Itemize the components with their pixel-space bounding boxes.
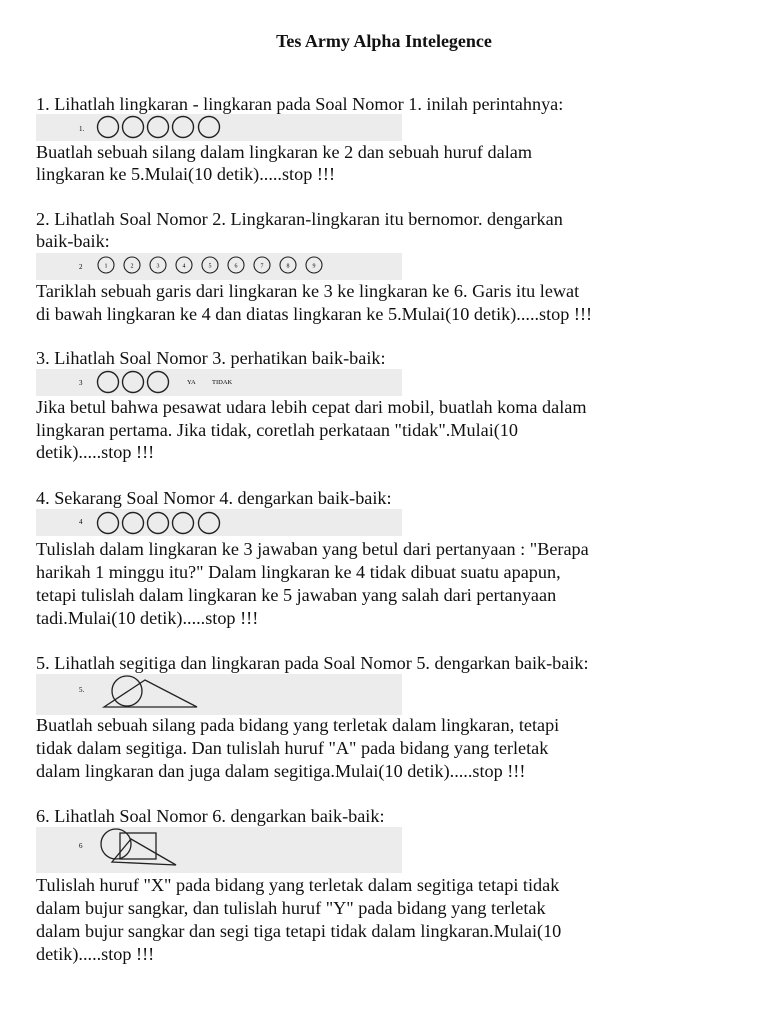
question-1-line-2: lingkaran ke 5.Mulai(10 detik).....stop !!! (36, 164, 336, 184)
question-4-line-1: Tulislah dalam lingkaran ke 3 jawaban yang betul dari pertanyaan : "Berapa (36, 539, 589, 559)
question-6-line-1: Tulislah huruf "X" pada bidang yang terletak dalam segitiga tetapi tidak (36, 875, 560, 895)
circle-number: 8 (286, 263, 290, 270)
circle-square-triangle-figure (36, 827, 402, 873)
circle-3 (148, 117, 169, 138)
triangle-circle-figure (36, 674, 402, 715)
question-3-heading: 3. Lihatlah Soal Nomor 3. perhatikan baik-baik: (36, 348, 386, 368)
word-tidak: TIDAK (212, 379, 233, 386)
circle-shape (112, 676, 142, 706)
figure-label: 2 (79, 263, 83, 271)
question-4-line-4: tadi.Mulai(10 detik).....stop !!! (36, 608, 259, 628)
circle-5 (199, 117, 220, 138)
page-title: Tes Army Alpha Intelegence (276, 31, 492, 51)
question-2-heading: 2. Lihatlah Soal Nomor 2. Lingkaran-lingkaran itu bernomor. dengarkan (36, 209, 563, 229)
question-4-figure (36, 509, 402, 536)
question-2-line-2: di bawah lingkaran ke 4 dan diatas lingkaran ke 5.Mulai(10 detik).....stop !!! (36, 304, 593, 324)
question-6-figure (36, 827, 402, 873)
circle-number: 7 (260, 263, 264, 270)
figure-label: 5. (79, 686, 85, 694)
three-circles-figure (36, 369, 402, 396)
circle-2 (123, 117, 144, 138)
circle-number: 9 (312, 263, 316, 270)
question-6-line-2: dalam bujur sangkar, dan tulislah huruf "Y" pada bidang yang terletak (36, 898, 546, 918)
question-3-line-1: Jika betul bahwa pesawat udara lebih cepat dari mobil, buatlah koma dalam (36, 397, 587, 417)
circle-number: 6 (234, 263, 238, 270)
triangle-shape (112, 839, 176, 865)
circle-1 (98, 117, 119, 138)
question-4-heading: 4. Sekarang Soal Nomor 4. dengarkan baik-baik: (36, 488, 392, 508)
question-5-line-3: dalam lingkaran dan juga dalam segitiga.Mulai(10 detik).....stop !!! (36, 761, 526, 781)
figure-label: 3 (79, 379, 83, 387)
numbered-circles-figure (36, 253, 402, 280)
circle-number: 3 (156, 263, 160, 270)
circle-3 (148, 372, 169, 393)
circle-4 (173, 117, 194, 138)
circle-1 (98, 372, 119, 393)
question-4-line-2: harikah 1 minggu itu?" Dalam lingkaran ke 4 tidak dibuat suatu apapun, (36, 562, 561, 582)
circle-number: 1 (104, 263, 108, 270)
five-circles-figure (36, 114, 402, 141)
circle-4 (173, 513, 194, 534)
question-1-line-1: Buatlah sebuah silang dalam lingkaran ke 2 dan sebuah huruf dalam (36, 142, 532, 162)
circle-3 (148, 513, 169, 534)
question-4-line-3: tetapi tulislah dalam lingkaran ke 5 jawaban yang salah dari pertanyaan (36, 585, 557, 605)
figure-label: 1. (79, 125, 85, 133)
question-2-line-1: Tariklah sebuah garis dari lingkaran ke 3 ke lingkaran ke 6. Garis itu lewat (36, 281, 580, 301)
question-5-heading: 5. Lihatlah segitiga dan lingkaran pada Soal Nomor 5. dengarkan baik-baik: (36, 653, 589, 673)
circle-number: 4 (182, 263, 186, 270)
question-2-figure (36, 253, 402, 280)
circle-number: 2 (130, 263, 134, 270)
question-3-figure (36, 369, 402, 396)
question-5-line-2: tidak dalam segitiga. Dan tulislah huruf "A" pada bidang yang terletak (36, 738, 549, 758)
question-6-line-3: dalam bujur sangkar dan segi tiga tetapi tidak dalam lingkaran.Mulai(10 (36, 921, 562, 941)
circle-5 (199, 513, 220, 534)
question-3-line-3: detik).....stop !!! (36, 442, 155, 462)
circle-1 (98, 513, 119, 534)
question-5-line-1: Buatlah sebuah silang pada bidang yang terletak dalam lingkaran, tetapi (36, 715, 560, 735)
circle-2 (123, 513, 144, 534)
question-6-heading: 6. Lihatlah Soal Nomor 6. dengarkan baik-baik: (36, 806, 385, 826)
circle-2 (123, 372, 144, 393)
question-1-figure (36, 114, 402, 141)
figure-label: 4 (79, 518, 83, 526)
question-2-heading-cont: baik-baik: (36, 231, 110, 251)
question-6-line-4: detik).....stop !!! (36, 944, 155, 964)
circle-number: 5 (208, 263, 212, 270)
question-1-heading: 1. Lihatlah lingkaran - lingkaran pada Soal Nomor 1. inilah perintahnya: (36, 94, 564, 114)
five-circles-figure (36, 509, 402, 536)
question-3-line-2: lingkaran pertama. Jika tidak, coretlah perkataan "tidak".Mulai(10 (36, 420, 518, 440)
figure-label: 6 (79, 842, 83, 850)
question-5-figure (36, 674, 402, 715)
word-ya: YA (187, 379, 196, 386)
